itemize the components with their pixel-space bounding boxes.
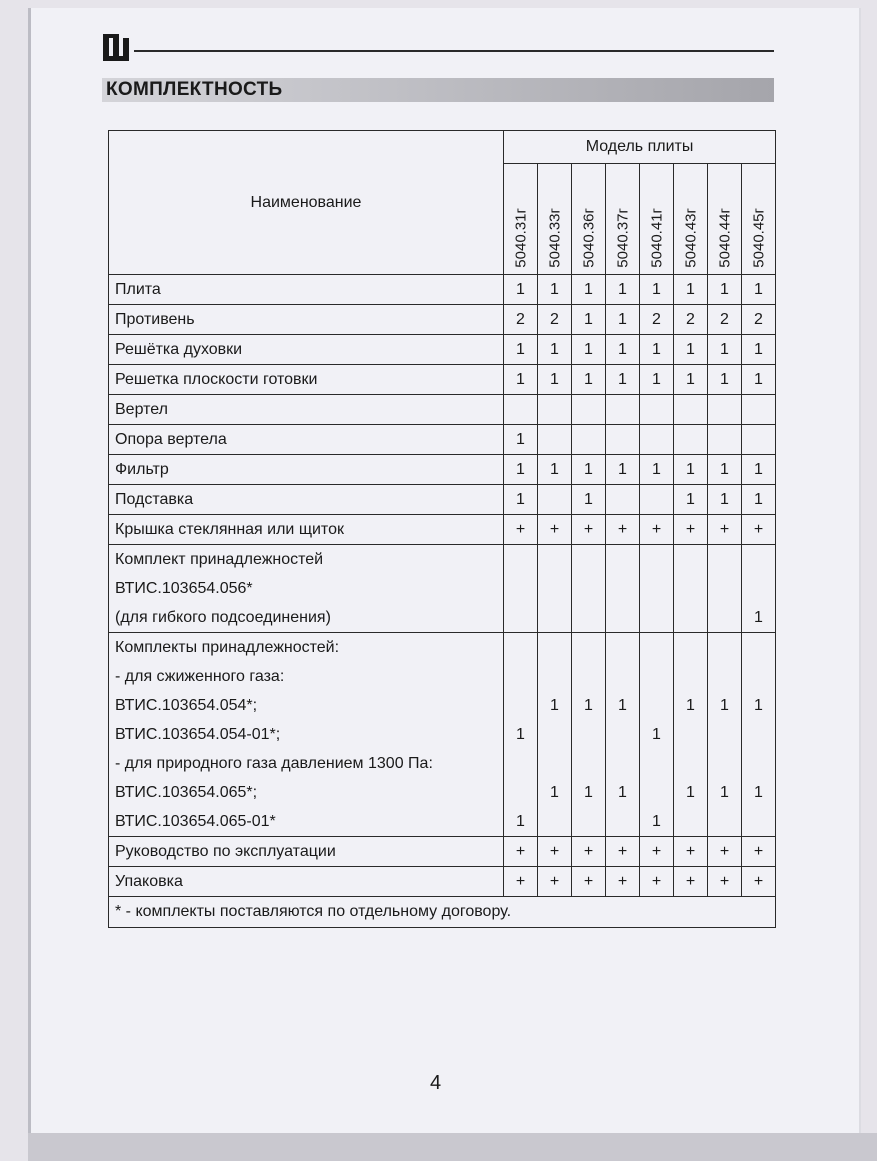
quantity-cell: + [708,515,742,545]
quantity-cell: 1 [606,455,640,485]
table-row [109,749,776,778]
quantity-cell [572,425,606,455]
table-row [109,485,776,515]
quantity-cell: 1 [572,305,606,335]
quantity-cell: 1 [538,335,572,365]
quantity-cell [742,720,776,749]
quantity-cell: 1 [708,485,742,515]
brand-logo-icon [102,32,130,62]
table-row [109,515,776,545]
model-column-header: Модель плиты [504,131,776,164]
table-row [109,867,776,897]
table-row [109,691,776,720]
quantity-cell [504,662,538,691]
quantity-cell: + [504,867,538,897]
quantity-cell: + [572,837,606,867]
table-row [109,837,776,867]
item-name: Руководство по эксплуатации [109,837,504,867]
quantity-cell: 2 [674,305,708,335]
quantity-cell [640,485,674,515]
model-header-cell [640,164,674,275]
quantity-cell [572,603,606,633]
item-name: ВТИС.103654.065-01* [109,807,504,837]
quantity-cell: 1 [708,365,742,395]
table-row [109,778,776,807]
quantity-cell: 1 [538,275,572,305]
quantity-cell: 1 [640,365,674,395]
table-row [109,425,776,455]
quantity-cell [606,662,640,691]
quantity-cell: 1 [572,365,606,395]
quantity-cell [572,662,606,691]
table-row [109,395,776,425]
quantity-cell: 1 [504,335,538,365]
quantity-cell: 1 [504,720,538,749]
table-row [109,662,776,691]
model-label: 5040.36г [580,208,597,268]
quantity-cell: 1 [504,275,538,305]
quantity-cell [538,720,572,749]
quantity-cell [640,691,674,720]
quantity-cell [742,662,776,691]
quantity-cell: 1 [674,275,708,305]
quantity-cell: 2 [742,305,776,335]
model-header-cell [572,164,606,275]
quantity-cell: 1 [708,335,742,365]
quantity-cell: 1 [742,455,776,485]
quantity-cell [674,545,708,575]
quantity-cell: 1 [606,305,640,335]
model-header-cell [538,164,572,275]
quantity-cell [640,395,674,425]
quantity-cell: + [708,867,742,897]
footnote: * - комплекты поставляются по отдельному договору. [109,897,776,928]
section-heading-bar [102,78,774,102]
quantity-cell: 2 [504,305,538,335]
quantity-cell [674,425,708,455]
quantity-cell [572,807,606,837]
quantity-cell: + [742,867,776,897]
quantity-cell: 1 [640,275,674,305]
quantity-cell [504,778,538,807]
quantity-cell: 1 [606,778,640,807]
quantity-cell [538,395,572,425]
footnote-row [109,897,776,928]
item-name: Вертел [109,395,504,425]
quantity-cell [606,720,640,749]
quantity-cell: 1 [708,691,742,720]
quantity-cell [640,662,674,691]
quantity-cell: + [674,515,708,545]
quantity-cell [742,574,776,603]
quantity-cell: 1 [606,691,640,720]
quantity-cell: + [708,837,742,867]
item-name: ВТИС.103654.056* [109,574,504,603]
item-name: Упаковка [109,867,504,897]
page-edge-shadow [28,1133,877,1161]
quantity-cell: 1 [538,365,572,395]
model-header-cell [674,164,708,275]
quantity-cell: 2 [640,305,674,335]
quantity-cell: 1 [572,275,606,305]
item-name: Противень [109,305,504,335]
quantity-cell [504,545,538,575]
item-name: - для сжиженного газа: [109,662,504,691]
quantity-cell: 1 [504,365,538,395]
quantity-cell [606,395,640,425]
quantity-cell: 1 [640,455,674,485]
quantity-cell [572,574,606,603]
item-name: Решетка плоскости готовки [109,365,504,395]
table-row [109,455,776,485]
quantity-cell [538,662,572,691]
section-title: КОМПЛЕКТНОСТЬ [106,79,283,100]
quantity-cell: 1 [504,425,538,455]
quantity-cell [504,633,538,663]
quantity-cell: 1 [640,720,674,749]
quantity-cell: + [640,837,674,867]
item-name: Решётка духовки [109,335,504,365]
quantity-cell: 1 [504,455,538,485]
quantity-cell [606,749,640,778]
quantity-cell: 1 [572,335,606,365]
quantity-cell: 1 [572,691,606,720]
quantity-cell [640,749,674,778]
item-name: Фильтр [109,455,504,485]
model-label: 5040.37г [614,208,631,268]
quantity-cell [538,545,572,575]
table-row [109,720,776,749]
item-name: Крышка стеклянная или щиток [109,515,504,545]
quantity-cell [504,603,538,633]
model-header-cell [606,164,640,275]
item-name: Плита [109,275,504,305]
quantity-cell: 1 [572,778,606,807]
quantity-cell: 1 [674,365,708,395]
quantity-cell: 1 [674,691,708,720]
header-rule [134,50,774,52]
item-name: Комплекты принадлежностей: [109,633,504,663]
quantity-cell [674,662,708,691]
quantity-cell [504,749,538,778]
quantity-cell [708,749,742,778]
quantity-cell: 1 [572,455,606,485]
quantity-cell: 1 [742,485,776,515]
quantity-cell: + [606,515,640,545]
quantity-cell: + [538,837,572,867]
quantity-cell: + [606,867,640,897]
quantity-cell [708,662,742,691]
quantity-cell [674,807,708,837]
quantity-cell [572,545,606,575]
quantity-cell: + [538,867,572,897]
quantity-cell [572,749,606,778]
quantity-cell: 1 [504,807,538,837]
quantity-cell [538,425,572,455]
table-row [109,807,776,837]
item-name: Комплект принадлежностей [109,545,504,575]
quantity-cell: 2 [538,305,572,335]
quantity-cell: + [572,515,606,545]
item-name: ВТИС.103654.065*; [109,778,504,807]
item-name: ВТИС.103654.054*; [109,691,504,720]
table-row [109,574,776,603]
quantity-cell: 1 [708,275,742,305]
quantity-cell: + [674,837,708,867]
quantity-cell [572,720,606,749]
model-header-cell [742,164,776,275]
model-header-cell [708,164,742,275]
item-name: - для природного газа давлением 1300 Па: [109,749,504,778]
table-row [109,633,776,663]
quantity-cell [674,749,708,778]
quantity-cell [708,545,742,575]
quantity-cell: 1 [674,455,708,485]
quantity-cell [640,603,674,633]
quantity-cell [504,691,538,720]
quantity-cell: 1 [708,455,742,485]
quantity-cell [674,720,708,749]
quantity-cell [640,574,674,603]
quantity-cell: 1 [742,603,776,633]
quantity-cell [708,720,742,749]
page-number: 4 [430,1072,442,1094]
quantity-cell: 1 [742,335,776,365]
quantity-cell [572,633,606,663]
model-label: 5040.45г [750,208,767,268]
quantity-cell: 1 [640,807,674,837]
item-name: (для гибкого подсоединения) [109,603,504,633]
quantity-cell [742,425,776,455]
quantity-cell: 1 [504,485,538,515]
quantity-cell [538,603,572,633]
quantity-cell [538,574,572,603]
quantity-cell [504,395,538,425]
quantity-cell [606,485,640,515]
model-label: 5040.44г [716,208,733,268]
model-label: 5040.41г [648,208,665,268]
quantity-cell [606,574,640,603]
model-label: 5040.43г [682,208,699,268]
quantity-cell: + [504,515,538,545]
quantity-cell: + [640,515,674,545]
quantity-cell: + [742,515,776,545]
model-header-cell [504,164,538,275]
quantity-cell [504,574,538,603]
quantity-cell [640,545,674,575]
quantity-cell [708,603,742,633]
quantity-cell [708,425,742,455]
quantity-cell [674,574,708,603]
quantity-cell [708,807,742,837]
quantity-cell: 1 [606,335,640,365]
quantity-cell [742,545,776,575]
quantity-cell [640,633,674,663]
quantity-cell: 1 [606,275,640,305]
quantity-cell: 2 [708,305,742,335]
table-row [109,545,776,575]
quantity-cell [606,545,640,575]
quantity-cell [606,425,640,455]
table-row [109,603,776,633]
quantity-cell [538,633,572,663]
quantity-cell: + [504,837,538,867]
quantity-cell: 1 [674,778,708,807]
quantity-cell: 1 [708,778,742,807]
name-column-header: Наименование [109,131,504,275]
quantity-cell [742,395,776,425]
quantity-cell: + [572,867,606,897]
quantity-cell: + [640,867,674,897]
quantity-cell: + [674,867,708,897]
quantity-cell: 1 [742,778,776,807]
quantity-cell: 1 [742,365,776,395]
quantity-cell: 1 [674,335,708,365]
item-name: Подставка [109,485,504,515]
quantity-cell [708,633,742,663]
quantity-cell: 1 [538,455,572,485]
equipment-table [108,130,776,928]
quantity-cell [742,749,776,778]
quantity-cell [640,778,674,807]
quantity-cell: + [742,837,776,867]
quantity-cell: + [538,515,572,545]
model-label: 5040.31г [512,208,529,268]
quantity-cell: 1 [640,335,674,365]
quantity-cell [742,633,776,663]
quantity-cell: 1 [606,365,640,395]
table-row [109,365,776,395]
quantity-cell [606,633,640,663]
quantity-cell [572,395,606,425]
quantity-cell: 1 [572,485,606,515]
item-name: ВТИС.103654.054-01*; [109,720,504,749]
quantity-cell: 1 [674,485,708,515]
quantity-cell [606,807,640,837]
quantity-cell [708,574,742,603]
quantity-cell: 1 [742,275,776,305]
quantity-cell [708,395,742,425]
table-row [109,335,776,365]
quantity-cell [674,633,708,663]
table-row [109,275,776,305]
quantity-cell [538,807,572,837]
quantity-cell: 1 [538,691,572,720]
quantity-cell: 1 [538,778,572,807]
quantity-cell [674,603,708,633]
quantity-cell: + [606,837,640,867]
quantity-cell [640,425,674,455]
quantity-cell [674,395,708,425]
table-row [109,305,776,335]
quantity-cell [538,749,572,778]
model-label: 5040.33г [546,208,563,268]
quantity-cell: 1 [742,691,776,720]
quantity-cell [742,807,776,837]
item-name: Опора вертела [109,425,504,455]
quantity-cell [538,485,572,515]
quantity-cell [606,603,640,633]
